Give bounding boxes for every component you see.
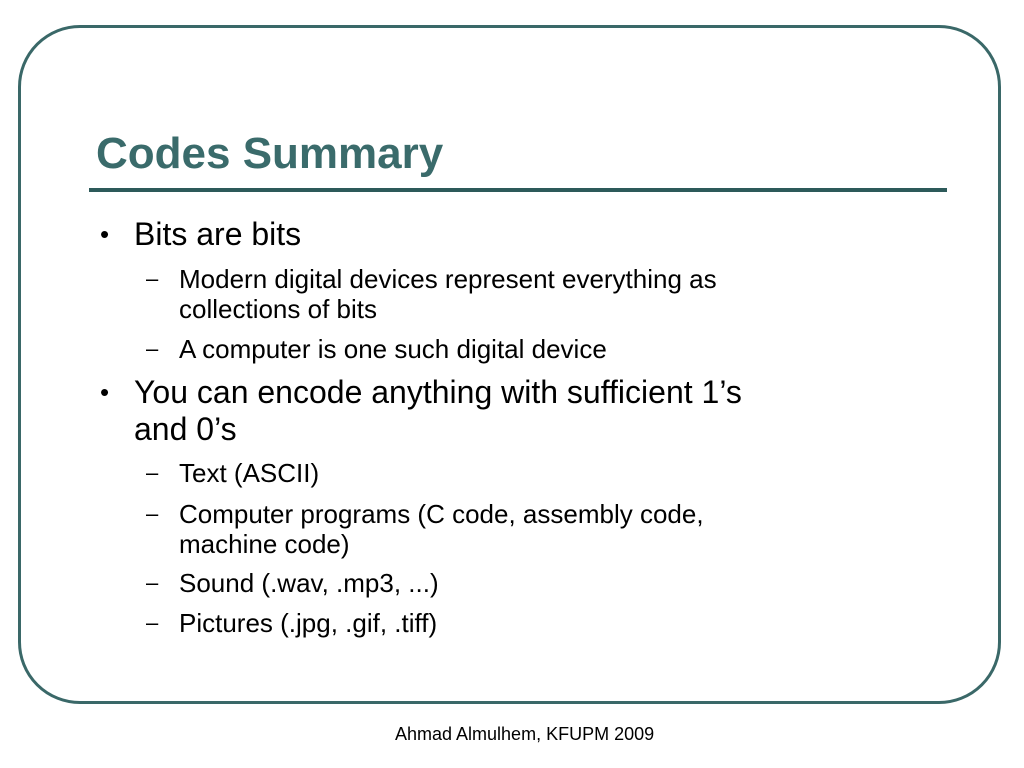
bullet-text: You can encode anything with sufficient 1’s <box>134 374 742 410</box>
sub-bullet-text: Pictures (.jpg, .gif, .tiff) <box>179 608 438 638</box>
bullet-icon: • <box>100 219 110 249</box>
slide-footer: Ahmad Almulhem, KFUPM 2009 <box>395 724 655 744</box>
sub-bullet-text: machine code) <box>179 529 350 559</box>
title-underline <box>89 188 947 192</box>
sub-bullet-text: Modern digital devices represent everything as <box>179 264 717 294</box>
sub-bullet-text: Computer programs (C code, assembly code, <box>179 499 704 529</box>
dash-icon: – <box>146 460 159 485</box>
sub-bullet-text: collections of bits <box>179 294 377 324</box>
dash-icon: – <box>146 610 159 635</box>
dash-icon: – <box>146 336 159 361</box>
bullet-text: Bits are bits <box>134 216 302 252</box>
bullet-icon: • <box>100 377 110 407</box>
sub-bullet-text: Sound (.wav, .mp3, ...) <box>179 568 439 598</box>
slide-title: Codes Summary <box>96 129 444 178</box>
dash-icon: – <box>146 570 159 595</box>
dash-icon: – <box>146 501 159 526</box>
sub-bullet-text: Text (ASCII) <box>179 458 320 488</box>
bullet-text: and 0’s <box>134 411 237 447</box>
dash-icon: – <box>146 266 159 291</box>
sub-bullet-text: A computer is one such digital device <box>179 334 607 364</box>
